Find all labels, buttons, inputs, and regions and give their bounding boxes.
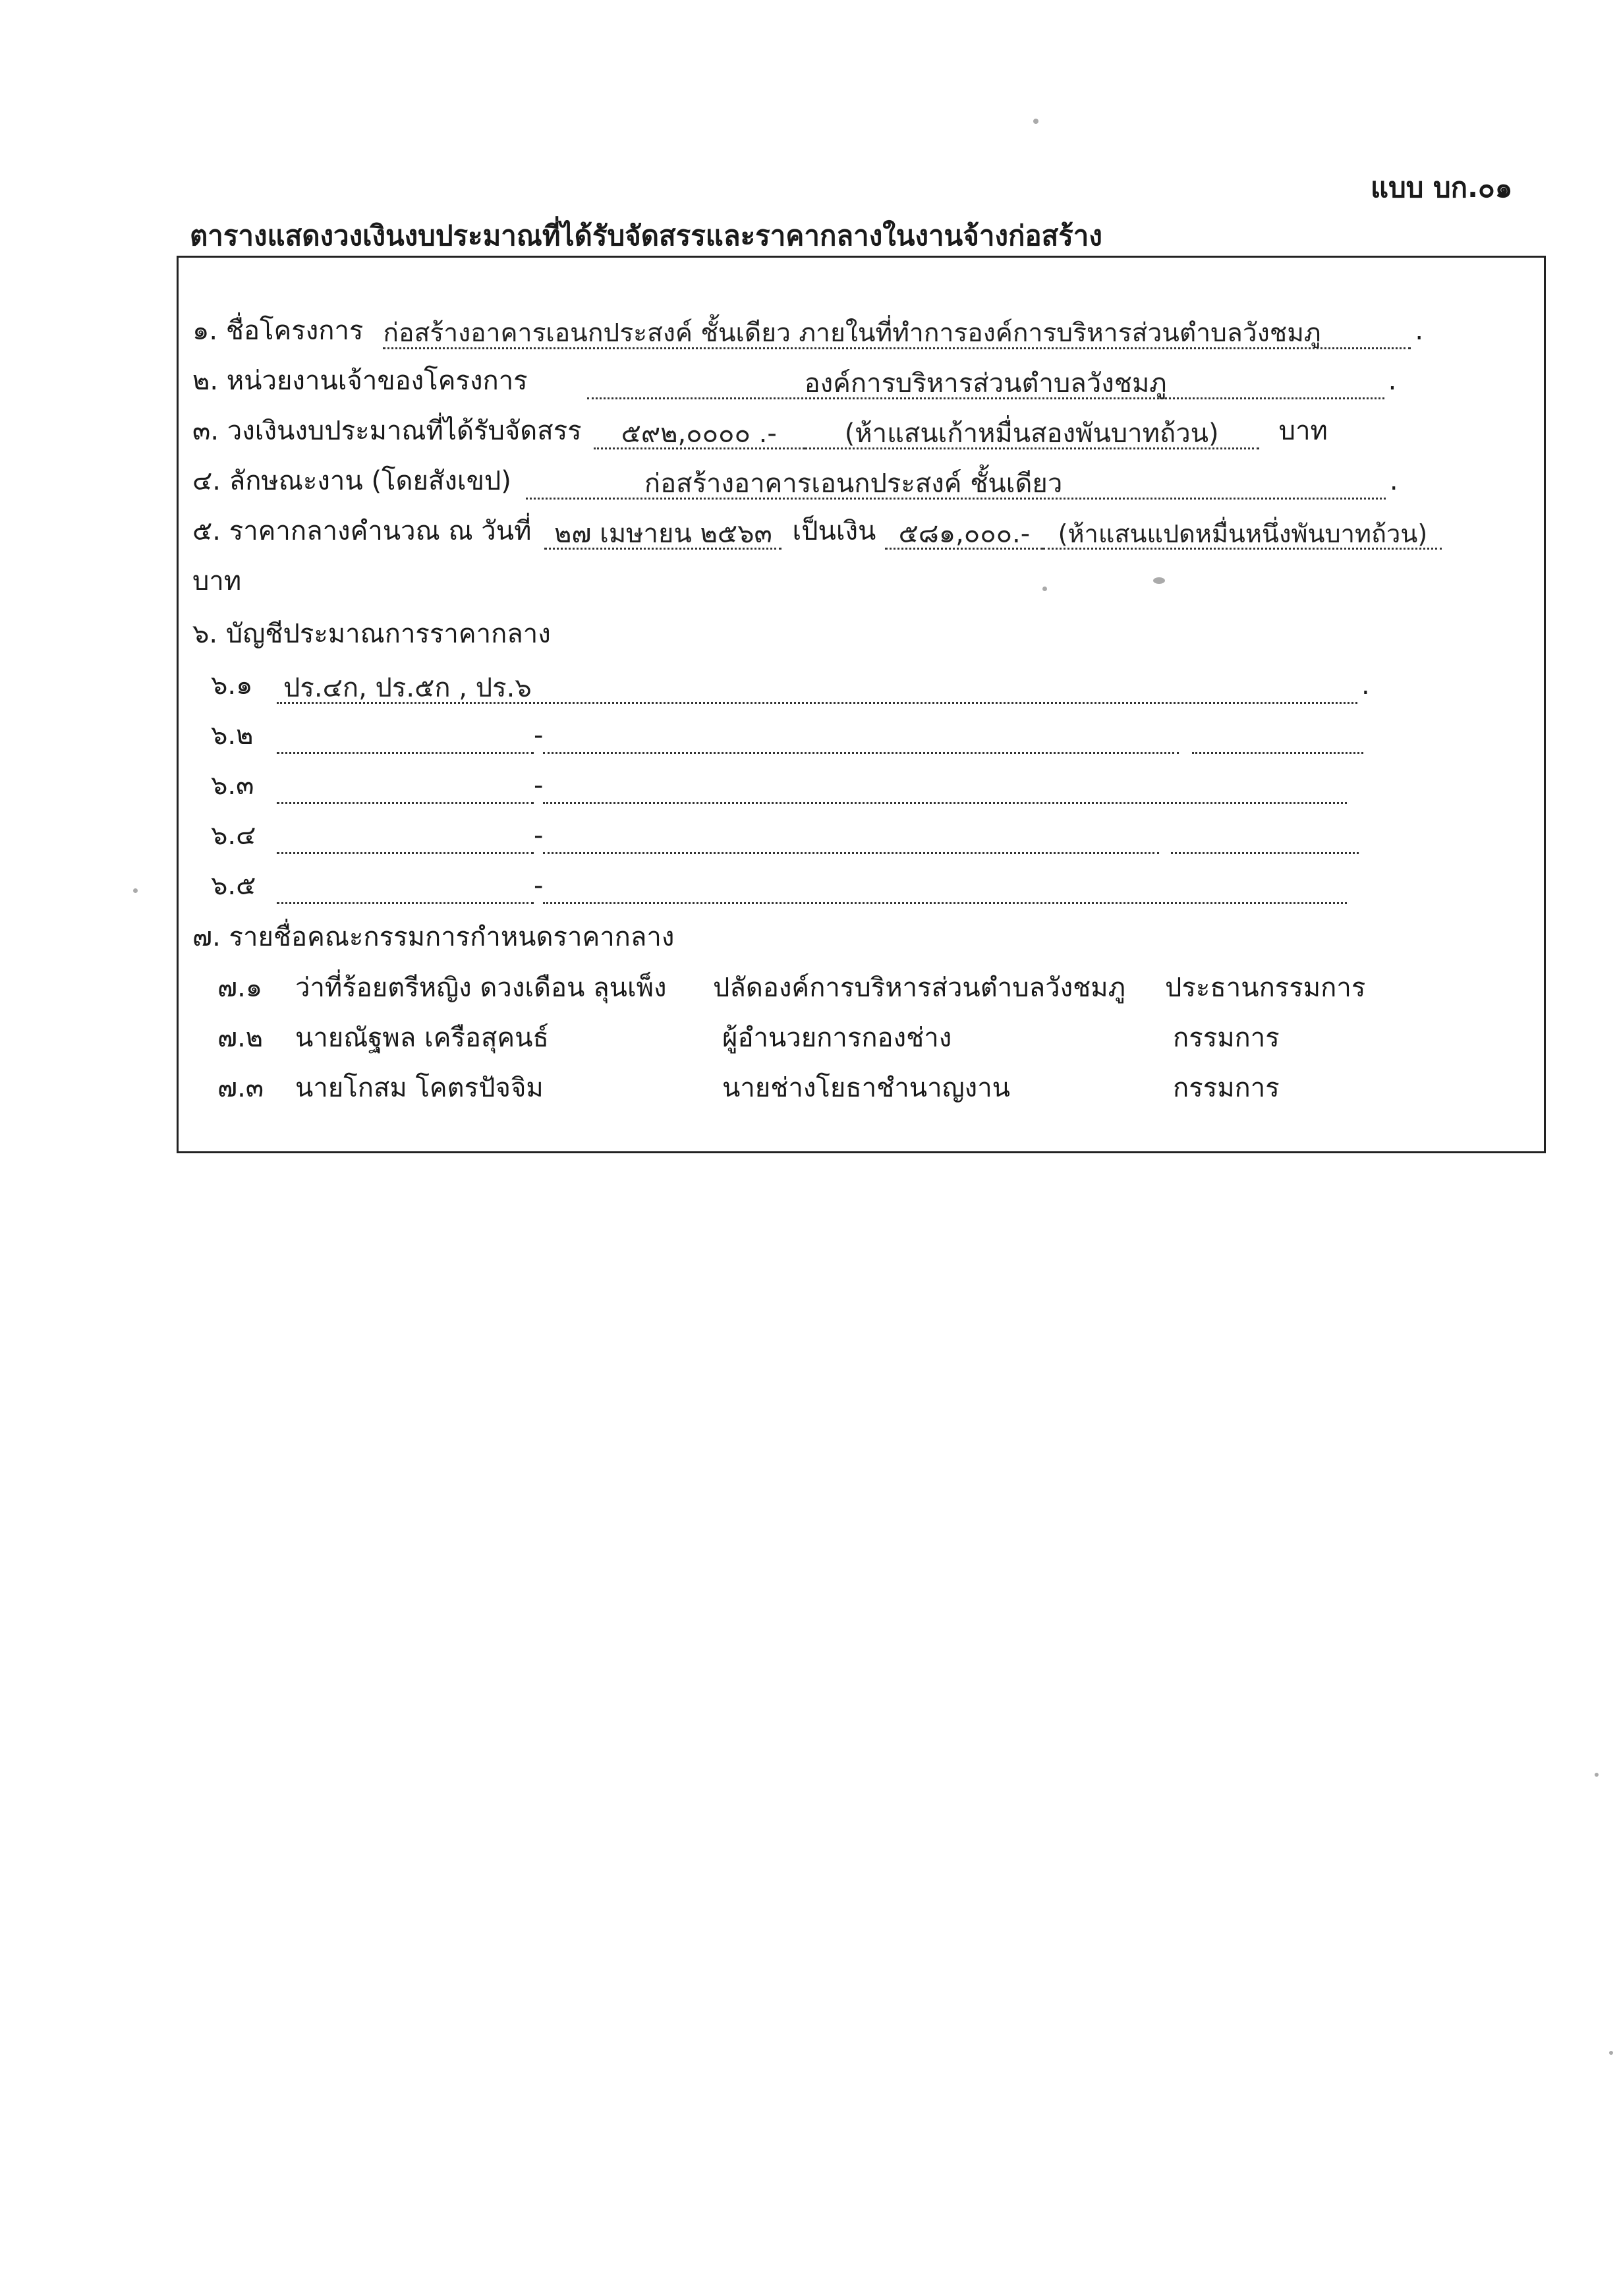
budget-amount-text: (ห้าแสนเก้าหมื่นสองพันบาทถ้วน) (805, 418, 1259, 449)
scan-speck (1042, 587, 1047, 591)
project-name-label: ๑. ชื่อโครงการ (192, 316, 364, 346)
price-list-end-dot: . (1361, 670, 1370, 701)
price-list-blank-b (543, 722, 1179, 754)
median-price-unit: บาท (192, 566, 242, 596)
price-list-dash: - (534, 720, 544, 751)
member-role: ประธานกรรมการ (1165, 973, 1366, 1003)
project-name-row (192, 310, 1423, 349)
median-price-label: ๕. ราคากลางคำนวณ ณ วันที่ (192, 516, 532, 546)
median-price-row (192, 510, 1442, 550)
member-position: ผู้อำนวยการกองช่าง (722, 1023, 952, 1053)
price-lists-label: ๖. บัญชีประมาณการราคากลาง (192, 619, 551, 649)
document-title: ตารางแสดงวงเงินงบประมาณที่ได้รับจัดสรรและราคากลางในงานจ้างก่อสร้าง (190, 219, 1102, 252)
scan-speck (1033, 119, 1038, 124)
price-list-entry (211, 815, 1359, 854)
owner-agency-end-dot: . (1388, 366, 1397, 396)
member-position: ปลัดองค์การบริหารส่วนตำบลวังชมภู (713, 973, 1125, 1003)
price-list-dash: - (534, 871, 544, 901)
committee-heading (192, 916, 674, 956)
price-list-dash: - (534, 820, 544, 851)
member-number: ๗.๒ (217, 1023, 264, 1053)
scan-speck (1595, 1773, 1599, 1777)
owner-agency-value: องค์การบริหารส่วนตำบลวังชมภู (587, 368, 1384, 399)
member-role: กรรมการ (1173, 1073, 1280, 1103)
price-list-number: ๖.๓ (211, 770, 254, 801)
project-name-value: ก่อสร้างอาคารเอนกประสงค์ ชั้นเดียว ภายในที่ทำการองค์การบริหารส่วนตำบลวังชมภู (383, 318, 1411, 349)
work-summary-value: ก่อสร้างอาคารเอนกประสงค์ ชั้นเดียว (526, 468, 1386, 500)
price-list-number: ๖.๕ (211, 871, 256, 901)
price-list-value: ปร.๔ก, ปร.๕ก , ปร.๖ (277, 672, 1357, 704)
work-summary-label: ๔. ลักษณะงาน (โดยสังเขป) (192, 466, 511, 496)
price-list-number: ๖.๑ (211, 670, 253, 701)
price-list-blank-a (277, 722, 534, 754)
price-list-blank-c (1192, 722, 1363, 754)
work-summary-end-dot: . (1389, 466, 1398, 496)
price-list-number: ๖.๔ (211, 820, 256, 851)
median-price-amount-label: เป็นเงิน (792, 516, 876, 546)
budget-label: ๓. วงเงินงบประมาณที่ได้รับจัดสรร (192, 416, 582, 446)
scan-speck (133, 888, 138, 893)
price-list-entry (211, 664, 1370, 704)
member-name: ว่าที่ร้อยตรีหญิง ดวงเดือน ลุนเพ็ง (295, 973, 667, 1003)
median-price-date: ๒๗ เมษายน ๒๕๖๓ (544, 518, 781, 550)
price-list-blank-a (277, 772, 534, 804)
price-list-entry (211, 764, 1347, 804)
price-list-blank-b (543, 873, 1347, 904)
median-price-amount-text: (ห้าแสนแปดหมื่นหนึ่งพันบาทถ้วน) (1043, 518, 1442, 550)
member-name: นายโกสม โคตรปัจจิม (295, 1073, 544, 1103)
committee-label: ๗. รายชื่อคณะกรรมการกำหนดราคากลาง (192, 922, 675, 952)
project-name-end-dot: . (1415, 316, 1424, 346)
member-number: ๗.๓ (217, 1073, 264, 1103)
owner-agency-row (192, 360, 1396, 399)
member-name: นายณัฐพล เครือสุคนธ์ (295, 1023, 549, 1053)
price-lists-heading (192, 613, 551, 652)
price-list-blank-a (277, 873, 534, 904)
median-price-unit-row (192, 560, 241, 600)
price-list-entry (211, 714, 1363, 754)
price-list-number: ๖.๒ (211, 720, 254, 751)
member-role: กรรมการ (1173, 1023, 1280, 1053)
median-price-amount: ๕๘๑,๐๐๐.- (885, 518, 1043, 550)
price-list-blank-b (543, 772, 1347, 804)
scan-speck (1153, 577, 1165, 584)
price-list-blank-b (543, 822, 1159, 854)
work-summary-row (192, 460, 1398, 500)
member-number: ๗.๑ (217, 973, 263, 1003)
owner-agency-label: ๒. หน่วยงานเจ้าของโครงการ (192, 366, 528, 396)
price-list-blank-a (277, 822, 534, 854)
form-code: แบบ บก.๐๑ (1371, 171, 1513, 204)
price-list-entry (211, 865, 1347, 904)
budget-unit: บาท (1278, 416, 1328, 446)
scan-speck (1609, 2051, 1613, 2055)
member-position: นายช่างโยธาชำนาญงาน (722, 1073, 1011, 1103)
budget-amount: ๕๙๒,๐๐๐๐ .- (594, 418, 805, 449)
price-list-blank-c (1171, 822, 1359, 854)
budget-row (192, 410, 1328, 449)
price-list-dash: - (534, 770, 544, 801)
